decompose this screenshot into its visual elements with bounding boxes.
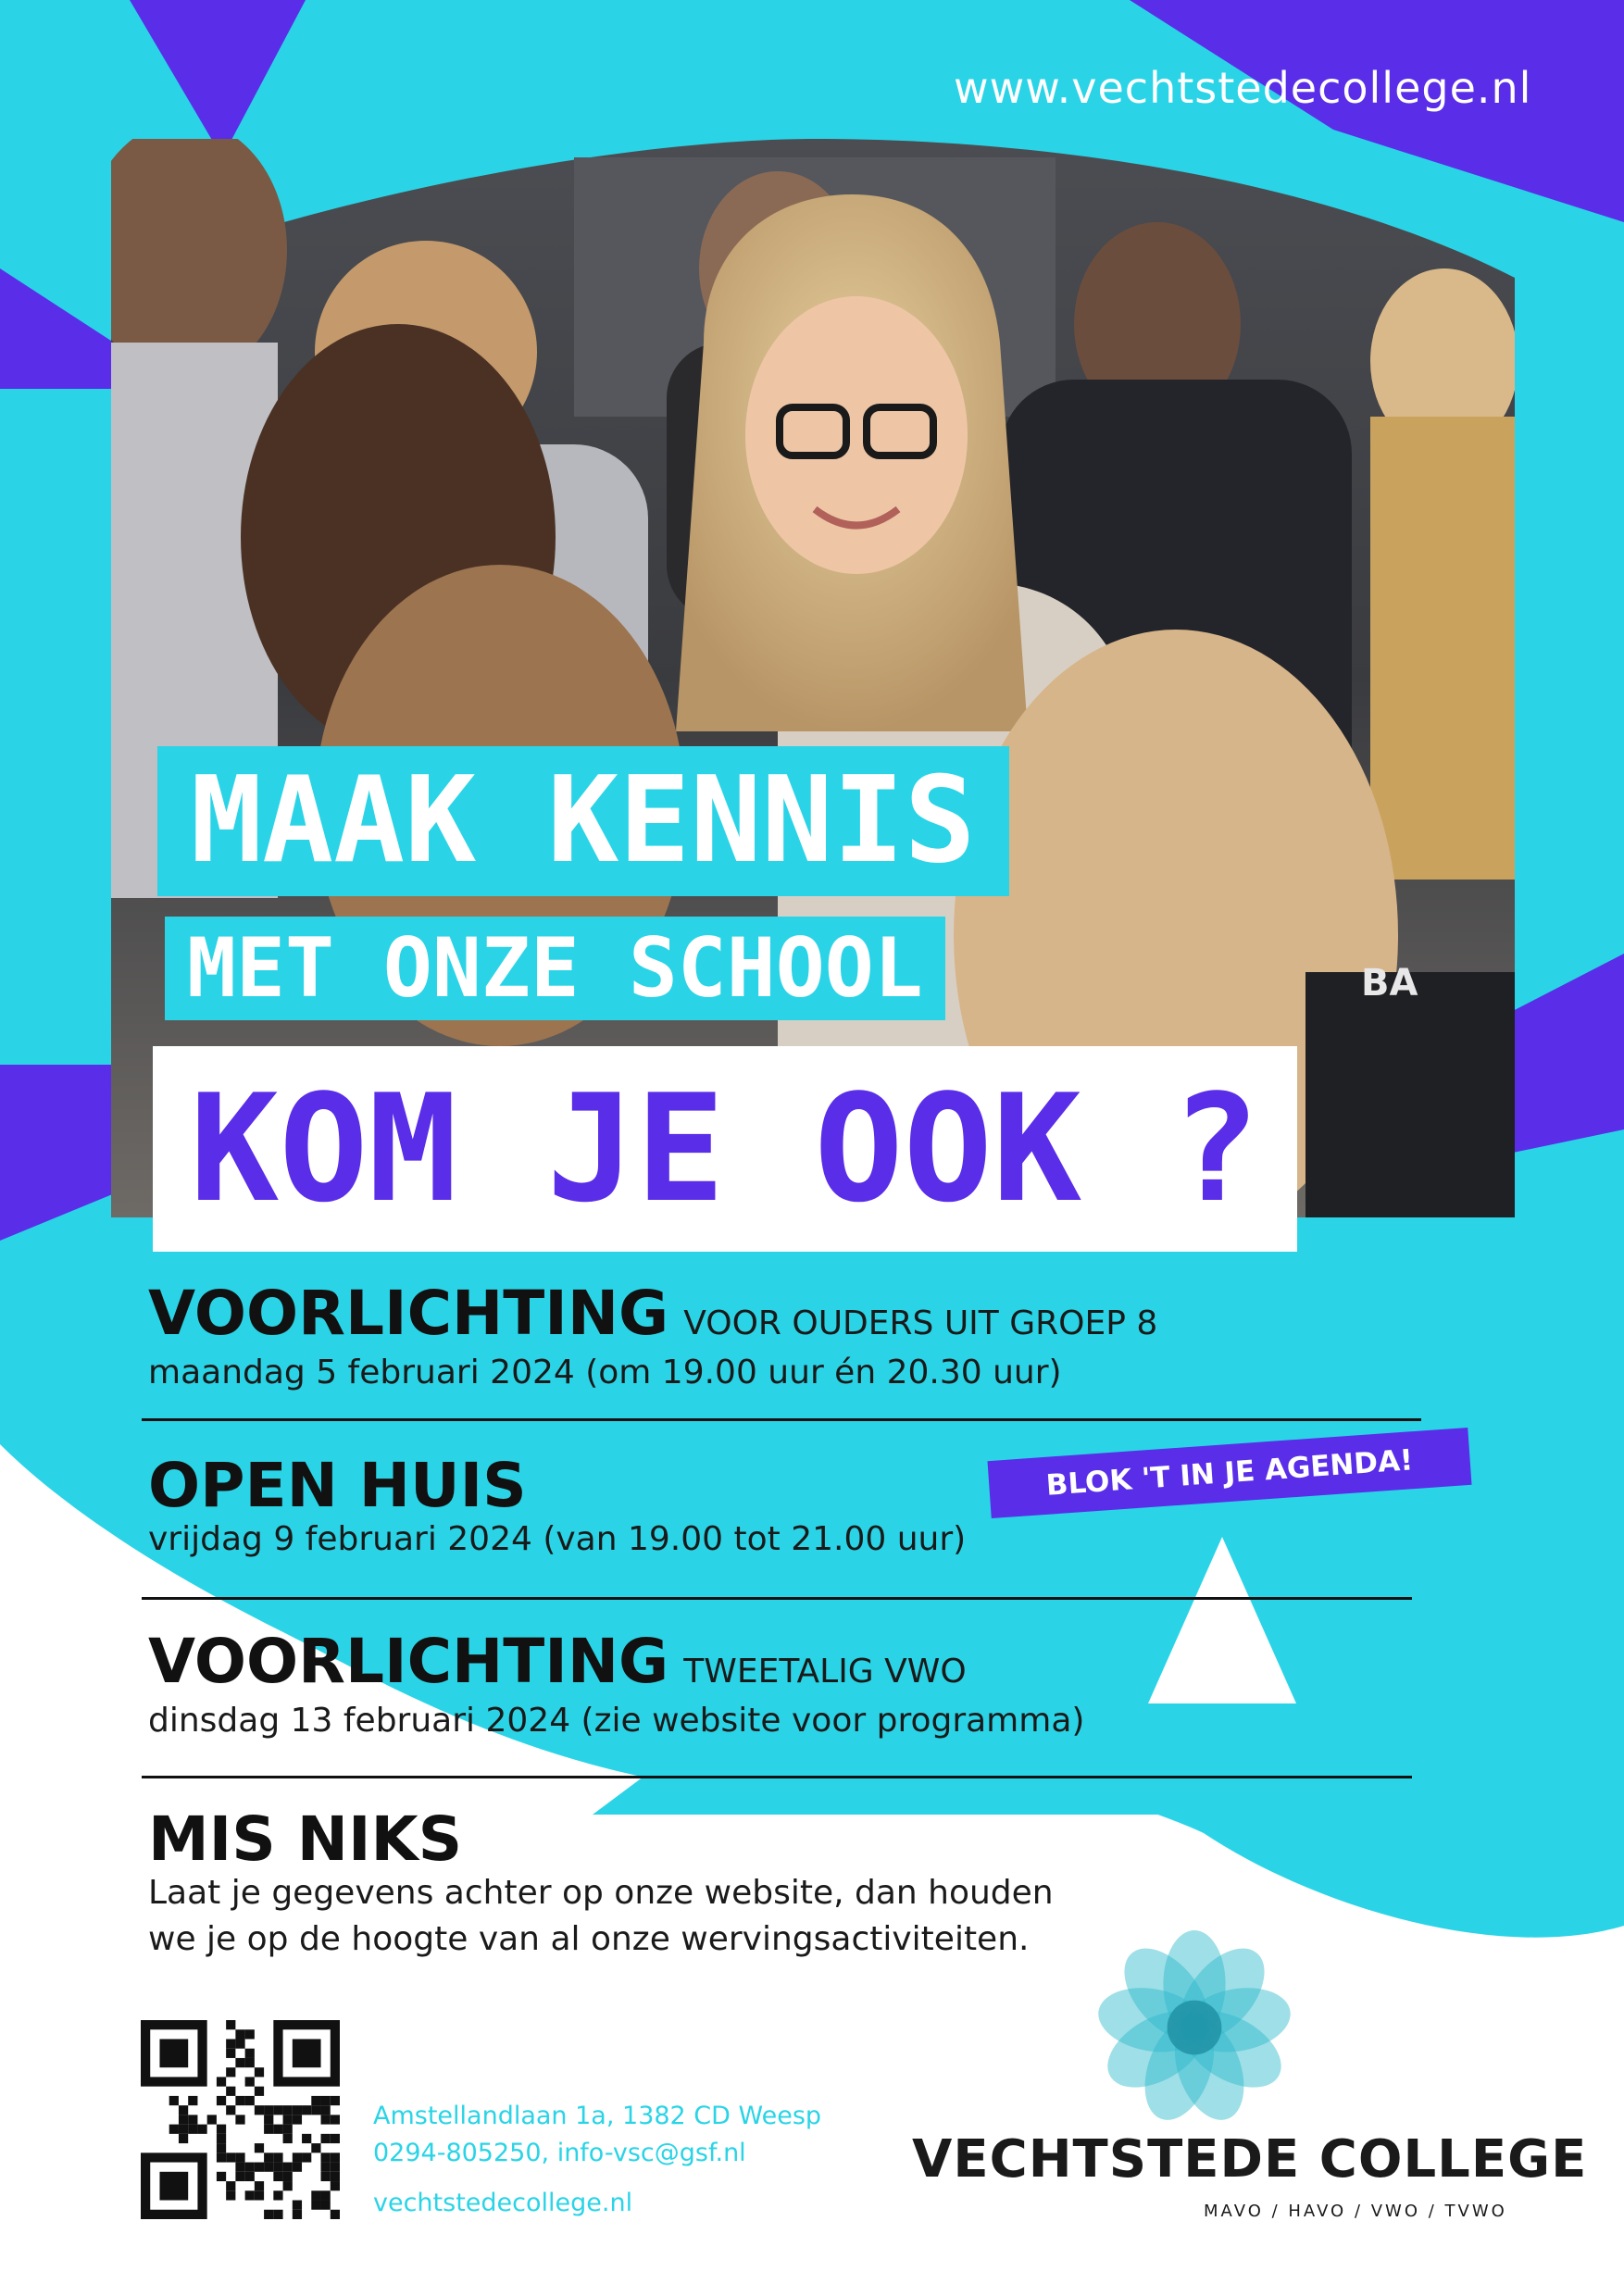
event-1-heading <box>148 1278 1157 1349</box>
qr-module <box>226 2067 235 2077</box>
event-2-title: OPEN HUIS <box>148 1450 527 1521</box>
qr-module <box>217 2077 226 2086</box>
divider-2 <box>142 1597 1412 1600</box>
qr-module <box>264 2105 273 2115</box>
qr-module <box>235 2163 244 2172</box>
qr-module <box>235 2115 244 2124</box>
qr-module <box>302 2105 311 2115</box>
website-url[interactable]: www.vechtstedecollege.nl <box>954 63 1532 113</box>
qr-module <box>226 2181 235 2190</box>
qr-module <box>169 2096 179 2105</box>
event-1-subtitle: VOOR OUDERS UIT GROEP 8 <box>683 1304 1158 1342</box>
qr-module <box>226 2020 235 2029</box>
event-3-subtitle: TWEETALIG VWO <box>683 1653 967 1691</box>
qr-module <box>321 2152 331 2162</box>
qr-module <box>273 2152 282 2162</box>
qr-module <box>217 2125 226 2134</box>
qr-finder-module <box>159 2172 188 2201</box>
qr-module <box>197 2125 206 2134</box>
agenda-badge: BLOK 'T IN JE AGENDA! <box>987 1428 1471 1518</box>
qr-module <box>273 2163 282 2172</box>
qr-module <box>283 2163 293 2172</box>
qr-module <box>293 2105 302 2115</box>
qr-module <box>188 2125 197 2134</box>
qr-module <box>311 2201 320 2210</box>
qr-module <box>226 2087 235 2096</box>
qr-module <box>283 2181 293 2190</box>
qr-module <box>273 2105 282 2115</box>
school-logo-name: VECHTSTEDE COLLEGE <box>912 2129 1588 2190</box>
qr-module <box>331 2163 340 2172</box>
qr-module <box>283 2115 293 2124</box>
mis-niks-line-1: Laat je gegevens achter op onze website, dan houden <box>148 1874 1054 1912</box>
qr-module <box>245 2049 255 2058</box>
qr-module <box>226 2049 235 2058</box>
qr-module <box>255 2067 264 2077</box>
event-1-date: maandag 5 februari 2024 (om 19.00 uur én 20.30 uur) <box>148 1354 1062 1391</box>
qr-module <box>217 2143 226 2152</box>
qr-module <box>283 2134 293 2143</box>
photo-shirt-text: BA <box>1361 962 1418 1004</box>
qr-module <box>245 2058 255 2067</box>
qr-module <box>321 2190 331 2200</box>
qr-module <box>321 2105 331 2115</box>
qr-module <box>283 2125 293 2134</box>
qr-module <box>302 2152 311 2162</box>
qr-module <box>255 2163 264 2172</box>
qr-module <box>245 2172 255 2181</box>
qr-module <box>293 2115 302 2124</box>
qr-module <box>264 2210 273 2219</box>
qr-module <box>293 2210 302 2219</box>
qr-module <box>264 2152 273 2162</box>
event-3-date: dinsdag 13 februari 2024 (zie website voor programma) <box>148 1702 1085 1740</box>
qr-module <box>331 2134 340 2143</box>
event-2-heading <box>148 1450 527 1521</box>
qr-module <box>331 2181 340 2190</box>
qr-module <box>311 2105 320 2115</box>
qr-module <box>321 2134 331 2143</box>
qr-module <box>226 2039 235 2048</box>
qr-module <box>245 2190 255 2200</box>
qr-module <box>331 2152 340 2162</box>
qr-module <box>331 2210 340 2219</box>
photo-dark-jacket <box>1305 972 1515 1217</box>
qr-module <box>226 2190 235 2200</box>
qr-module <box>169 2125 179 2134</box>
qr-module <box>264 2125 273 2134</box>
qr-module <box>207 2115 217 2124</box>
qr-module <box>235 2152 244 2162</box>
qr-module <box>179 2134 188 2143</box>
qr-module <box>217 2096 226 2105</box>
event-2-date: vrijdag 9 februari 2024 (van 19.00 tot 21.00 uur) <box>148 1520 967 1558</box>
qr-module <box>321 2172 331 2181</box>
qr-module <box>321 2115 331 2124</box>
contact-phone-email[interactable]: 0294-805250, info-vsc@gsf.nl <box>373 2139 746 2167</box>
qr-module <box>283 2105 293 2115</box>
event-1-title: VOORLICHTING <box>148 1278 669 1349</box>
qr-module <box>311 2190 320 2200</box>
mis-niks-line-2: we je op de hoogte van al onze wervingsactiviteiten. <box>148 1920 1030 1958</box>
qr-module <box>255 2087 264 2096</box>
headline-line-2: MET ONZE SCHOOL <box>165 917 945 1020</box>
qr-module <box>179 2125 188 2134</box>
divider-1 <box>142 1418 1421 1421</box>
divider-3 <box>142 1776 1412 1778</box>
qr-module <box>273 2172 282 2181</box>
qr-module <box>217 2152 226 2162</box>
qr-module <box>245 2096 255 2105</box>
qr-module <box>331 2172 340 2181</box>
qr-module <box>264 2163 273 2172</box>
contact-website[interactable]: vechtstedecollege.nl <box>373 2189 633 2217</box>
qr-module <box>217 2172 226 2181</box>
qr-code[interactable] <box>141 2020 340 2219</box>
qr-module <box>264 2115 273 2124</box>
qr-module <box>293 2163 302 2172</box>
qr-module <box>331 2115 340 2124</box>
qr-module <box>226 2105 235 2115</box>
qr-module <box>179 2115 188 2124</box>
qr-module <box>255 2105 264 2115</box>
photo-person-far-right-body <box>1370 417 1515 880</box>
qr-module <box>188 2096 197 2105</box>
qr-module <box>245 2163 255 2172</box>
school-logo-levels: MAVO / HAVO / VWO / TVWO <box>1204 2202 1507 2221</box>
qr-module <box>321 2201 331 2210</box>
school-logo-icon <box>1097 1930 1292 2125</box>
qr-finder-module <box>159 2039 188 2067</box>
qr-module <box>188 2115 197 2124</box>
qr-module <box>321 2096 331 2105</box>
qr-module <box>293 2201 302 2210</box>
qr-module <box>273 2125 282 2134</box>
qr-module <box>226 2152 235 2162</box>
mis-niks-title: MIS NIKS <box>148 1803 463 1875</box>
headline-line-3: KOM JE OOK ? <box>153 1046 1297 1252</box>
qr-module <box>235 2058 244 2067</box>
headline-line-1: MAAK KENNIS <box>157 746 1009 896</box>
qr-module <box>283 2172 293 2181</box>
qr-module <box>273 2190 282 2200</box>
qr-module <box>293 2152 302 2162</box>
qr-module <box>217 2134 226 2143</box>
qr-module <box>311 2143 320 2152</box>
qr-module <box>331 2096 340 2105</box>
logo-center <box>1168 2001 1222 2055</box>
qr-module <box>235 2096 244 2105</box>
qr-module <box>179 2105 188 2115</box>
qr-module <box>235 2029 244 2039</box>
event-3-heading <box>148 1626 967 1697</box>
event-3-title: VOORLICHTING <box>148 1626 669 1697</box>
qr-module <box>311 2096 320 2105</box>
qr-module <box>245 2029 255 2039</box>
qr-module <box>255 2143 264 2152</box>
qr-module <box>321 2163 331 2172</box>
qr-module <box>235 2172 244 2181</box>
contact-address: Amstellandlaan 1a, 1382 CD Weesp <box>373 2102 822 2130</box>
qr-module <box>255 2181 264 2190</box>
qr-finder-module <box>293 2039 321 2067</box>
qr-module <box>273 2210 282 2219</box>
qr-module <box>245 2077 255 2086</box>
qr-module <box>302 2134 311 2143</box>
qr-module <box>235 2039 244 2048</box>
qr-module <box>255 2190 264 2200</box>
